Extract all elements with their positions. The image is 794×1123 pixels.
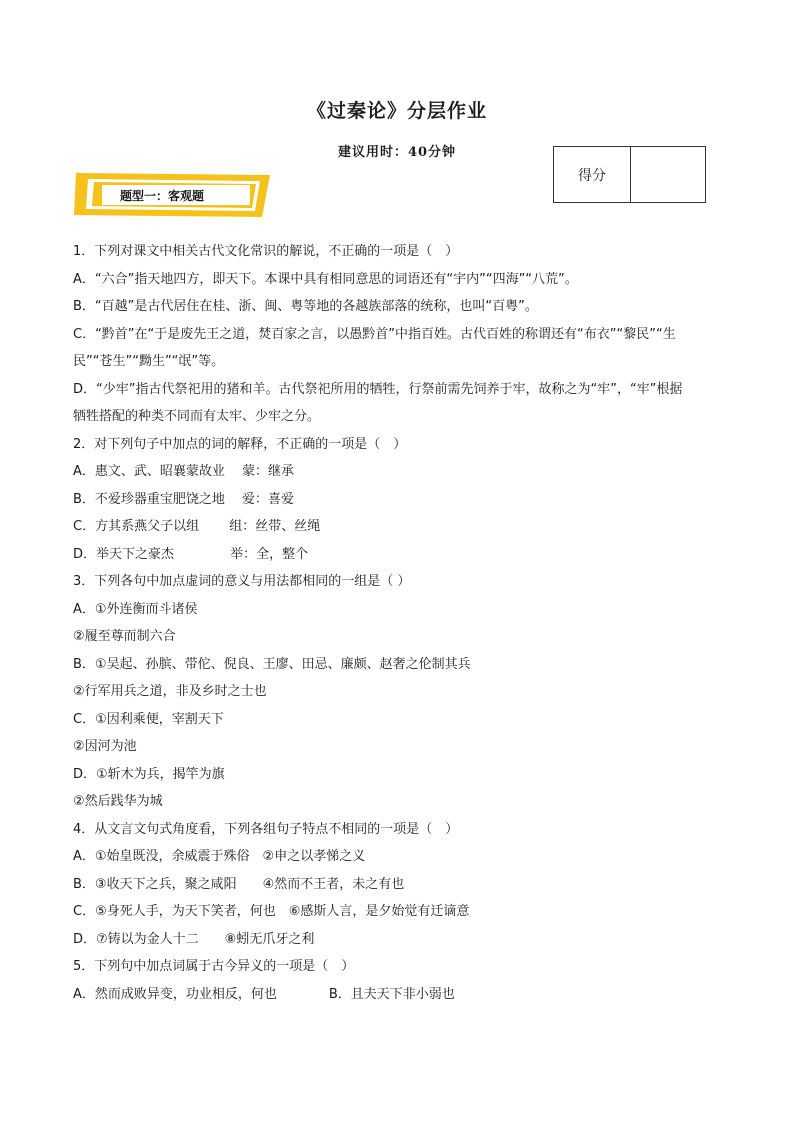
q4-option-a: A．①始皇既没，余威震于殊俗 ②申之以孝悌之义 xyxy=(73,849,366,864)
q1-option-a: A．“六合”指天地四方，即天下。本课中具有相同意思的词语还有“宇内”“四海”“八荒”。 xyxy=(73,271,578,287)
q1-stem: 1．下列对课文中相关古代文化常识的解说，不正确的一项是（ ） xyxy=(73,244,459,259)
q5-options-ab: A．然而成败异变，功业相反，何也 B．且夫天下非小弱也 xyxy=(73,986,455,1002)
q3-option-b-2: ②行军用兵之道，非及乡时之士也 xyxy=(73,684,267,699)
q3-option-b-1: B．①吴起、孙膑、带佗、倪良、王廖、田忌、廉颇、赵奢之伦制其兵 xyxy=(73,656,471,672)
question-list xyxy=(73,238,733,1008)
section-banner xyxy=(74,173,270,217)
q3-option-a-1: A．①外连衡而斗诸侯 xyxy=(73,601,198,617)
q1-option-b: B．“百越”是古代居住在桂、浙、闽、粤等地的各越族部落的统称，也叫“百粤”。 xyxy=(73,299,538,314)
q2-stem: 2．对下列句子中加点的词的解释，不正确的一项是（ ） xyxy=(73,436,407,452)
q1-option-c-continued: 民”“苍生”“黝生”“氓”等。 xyxy=(73,354,225,369)
q3-option-c-1: C．①因利乘便，宰割天下 xyxy=(73,711,224,727)
q4-option-d: D．⑦铸以为金人十二 ⑧蚓无爪牙之利 xyxy=(73,931,315,947)
q4-option-b: B．③收天下之兵，聚之咸阳 ④然而不王者，未之有也 xyxy=(73,876,405,892)
q1-option-c: C．“黔首”在“于是废先王之道，焚百家之言，以愚黔首”中指百姓。古代百姓的称谓还有“布衣”“黎民”“生 xyxy=(73,326,676,342)
q1-option-d-continued: 牺牲搭配的种类不同而有太牢、少牢之分。 xyxy=(73,409,321,424)
q3-option-d-2: ②然后践华为城 xyxy=(73,794,163,809)
q5-stem: 5．下列句中加点词属于古今异义的一项是（ ） xyxy=(73,959,355,974)
q2-option-c: C．方其系燕父子以组 组：丝带、丝绳 xyxy=(73,519,321,534)
q3-stem: 3．下列各句中加点虚词的意义与用法都相同的一组是（ ） xyxy=(73,574,411,589)
q2-option-b: B．不爱珍器重宝肥饶之地 爱：喜爱 xyxy=(73,491,295,507)
q1-option-d: D．“少牢”指古代祭祀用的猪和羊。古代祭祀所用的牺牲，行祭前需先饲养于牢，故称之为“牢”，“牢”根据 xyxy=(73,381,683,397)
suggested-time: 建议用时：40分钟 xyxy=(337,145,457,160)
q4-option-c: C．⑤身死人手，为天下笑者，何也 ⑥感斯人言，是夕始觉有迁谪意 xyxy=(73,904,470,919)
section-label: 题型一：客观题 xyxy=(120,189,205,203)
q3-option-d-1: D．①斩木为兵，揭竿为旗 xyxy=(73,766,225,782)
q4-stem: 4．从文言文句式角度看，下列各组句子特点不相同的一项是（ ） xyxy=(73,821,459,837)
q3-option-a-2: ②履至尊而制六合 xyxy=(73,629,176,644)
q2-option-d: D．举天下之豪杰 举：全，整个 xyxy=(73,546,309,562)
page-title: 《过秦论》分层作业 xyxy=(306,100,487,122)
q3-option-c-2: ②因河为池 xyxy=(73,739,137,754)
score-label: 得分 xyxy=(554,147,631,202)
score-value-cell xyxy=(631,147,705,202)
q2-option-a: A．惠文、武、昭襄蒙故业 蒙：继承 xyxy=(73,464,295,479)
score-table xyxy=(553,146,706,203)
